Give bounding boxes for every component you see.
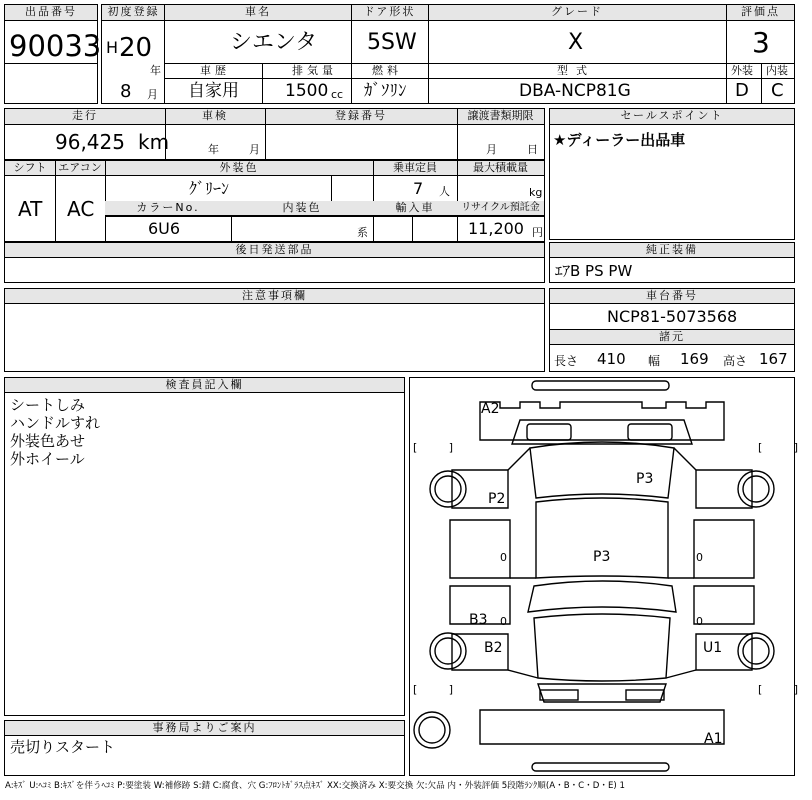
shift-value: AT xyxy=(18,197,43,221)
interior-value: C xyxy=(771,80,784,101)
height-value: 167 xyxy=(759,350,788,368)
displacement-unit: cc xyxy=(331,88,344,101)
first-reg-year: 20 xyxy=(119,33,153,63)
mark-p2: P2 xyxy=(488,491,506,507)
score-value: 3 xyxy=(752,26,770,59)
fuel-value: ｶﾞｿﾘﾝ xyxy=(364,81,407,101)
shift-header: シフト xyxy=(5,161,55,176)
recycle-unit: 円 xyxy=(532,226,543,239)
interior-header: 内装 xyxy=(766,64,788,77)
inspection-year-unit: 年 xyxy=(208,143,219,156)
exterior-value: D xyxy=(735,80,749,101)
grade-header: グレード xyxy=(428,5,726,21)
max-load-unit: kg xyxy=(529,186,543,199)
import-header: 輸入車 xyxy=(373,201,457,216)
first-reg-header: 初度登録 xyxy=(102,5,165,21)
mark-p3-top: P3 xyxy=(636,471,654,487)
length-label: 長さ xyxy=(554,354,579,368)
bracket-br: [ ] xyxy=(758,683,812,696)
score-header: 評価点 xyxy=(727,5,794,21)
transfer-header: 譲渡書類期限 xyxy=(457,109,544,125)
color-no-value: 6U6 xyxy=(148,219,181,238)
first-reg-year-unit: 年 xyxy=(150,64,161,77)
max-load-header: 最大積載量 xyxy=(457,161,544,176)
mark-zero-left: 0 xyxy=(500,551,507,564)
mileage-unit: km xyxy=(138,130,170,154)
lot-number-box xyxy=(4,4,102,104)
notes-box xyxy=(4,288,545,372)
inspector-box xyxy=(4,377,405,716)
registration-header: 登録番号 xyxy=(265,109,457,125)
mileage-box xyxy=(4,108,545,160)
displacement-header: 排気量 xyxy=(292,64,337,77)
mark-a2: A2 xyxy=(481,401,500,417)
mileage-value: 96,425 xyxy=(55,130,125,154)
dims-header: 諸元 xyxy=(550,330,794,345)
lot-number-header: 出品番号 xyxy=(5,5,97,21)
sales-point-text: ★ディーラー出品車 xyxy=(553,131,686,149)
damage-diagram xyxy=(409,377,812,776)
equipment-value: ｴｱB PS PW xyxy=(555,262,633,280)
car-name-header: 車名 xyxy=(165,5,351,21)
inspector-line: 外装色あせ xyxy=(10,432,86,450)
aircon-value: AC xyxy=(67,197,95,221)
fuel-header: 燃料 xyxy=(372,64,402,77)
vehicle-summary-box xyxy=(101,4,795,104)
first-reg-month-unit: 月 xyxy=(147,88,158,101)
door-header: ドア形状 xyxy=(351,5,428,21)
office-header: 事務局よりご案内 xyxy=(5,721,404,736)
mileage-header: 走行 xyxy=(5,109,165,125)
sales-point-box xyxy=(549,108,795,240)
later-parts-box xyxy=(4,242,545,283)
length-value: 410 xyxy=(597,350,626,368)
later-parts-header: 後日発送部品 xyxy=(5,243,544,258)
exterior-header: 外装 xyxy=(731,64,753,77)
legend-text: A:ｷｽﾞ U:ﾍｺﾐ B:ｷｽﾞを伴うﾍｺﾐ P:要塗装 W:補修跡 S:錆 C:腐食、穴 G:ﾌﾛﾝﾄｶﾞﾗｽ点ｷｽﾞ XX:交換済み X:要交換 欠:欠品 内・外装評価 5段階ﾗﾝｸ順(A・B・C・D・E) 1 xyxy=(5,781,625,791)
car-name-value: シエンタ xyxy=(230,30,318,55)
history-value: 自家用 xyxy=(188,81,239,101)
ext-color-value: ｸﾞﾘｰﾝ xyxy=(189,179,230,198)
office-text: 売切りスタート xyxy=(10,738,116,756)
transfer-day-unit: 日 xyxy=(527,143,538,156)
door-value: 5SW xyxy=(367,30,417,55)
bracket-tl: [ ] xyxy=(413,441,468,454)
ext-color-header: 外装色 xyxy=(105,161,373,176)
aircon-header: エアコン xyxy=(55,161,105,176)
bracket-bl: [ ] xyxy=(413,683,468,696)
mark-zero-right: 0 xyxy=(696,551,703,564)
inspection-month-unit: 月 xyxy=(249,143,260,156)
inspector-lines xyxy=(10,396,100,468)
mark-zero-left-lower: 0 xyxy=(500,615,507,628)
equipment-header: 純正装備 xyxy=(550,243,794,258)
history-header: 車歴 xyxy=(200,64,230,77)
recycle-header: リサイクル預託金 xyxy=(457,201,544,216)
int-color-header: 内装色 xyxy=(231,201,373,216)
height-label: 高さ xyxy=(723,354,748,368)
equipment-box xyxy=(549,242,795,283)
inspector-line: シートしみ xyxy=(10,396,86,414)
displacement-value: 1500 xyxy=(285,81,329,101)
mark-a1: A1 xyxy=(704,731,723,747)
chassis-value: NCP81-5073568 xyxy=(607,307,738,326)
notes-header: 注意事項欄 xyxy=(5,289,544,304)
car-outline-drawing xyxy=(410,378,794,775)
inspector-line: ハンドルすれ xyxy=(10,414,101,432)
bracket-tr: [ ] xyxy=(758,441,812,454)
mark-u1: U1 xyxy=(703,640,723,656)
model-value: DBA-NCP81G xyxy=(519,81,631,101)
inspector-line: 外ホイール xyxy=(10,450,85,468)
width-label: 幅 xyxy=(648,354,661,368)
lot-number-value: 90033 xyxy=(9,29,102,63)
mark-zero-right-lower: 0 xyxy=(696,615,703,628)
capacity-value: 7 xyxy=(413,179,424,198)
model-header: 型式 xyxy=(557,64,595,77)
capacity-unit: 人 xyxy=(439,185,450,198)
inspection-header: 車検 xyxy=(165,109,265,125)
grade-value: X xyxy=(568,30,584,55)
transfer-month-unit: 月 xyxy=(486,143,497,156)
chassis-header: 車台番号 xyxy=(550,289,794,304)
sales-point-header: セールスポイント xyxy=(550,109,794,125)
mark-p3-center: P3 xyxy=(593,549,611,565)
capacity-header: 乗車定員 xyxy=(373,161,457,176)
width-value: 169 xyxy=(680,350,709,368)
spec-box xyxy=(4,160,545,242)
recycle-value: 11,200 xyxy=(468,219,524,238)
first-reg-era: H xyxy=(106,38,119,57)
mark-b2: B2 xyxy=(484,640,503,656)
first-reg-month: 8 xyxy=(120,81,132,102)
int-color-unit: 系 xyxy=(357,226,368,239)
color-no-header: カラーNo. xyxy=(105,201,231,216)
chassis-box xyxy=(549,288,795,372)
mark-b3: B3 xyxy=(469,612,488,628)
inspector-header: 検査員記入欄 xyxy=(5,378,404,393)
office-box xyxy=(4,720,405,776)
